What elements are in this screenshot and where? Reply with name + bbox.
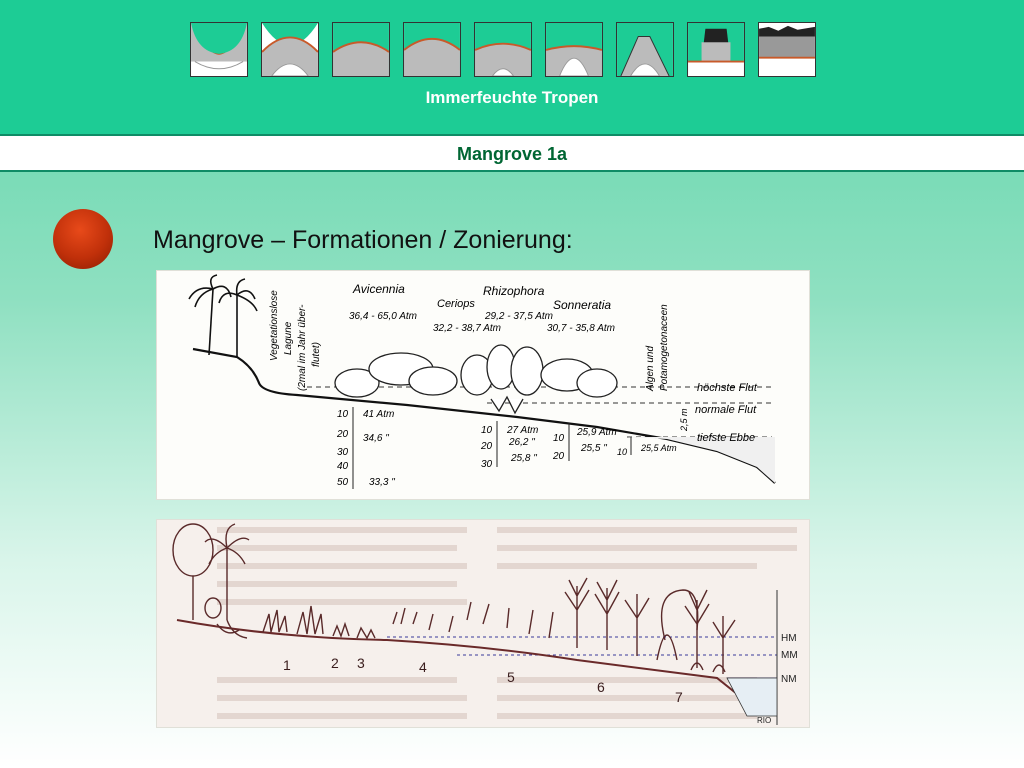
profile-3-depth-20: 20 — [553, 451, 565, 462]
mangrove-profile-figure — [156, 270, 810, 500]
normal-tide-label: normale Flut — [695, 404, 757, 416]
salinity-profile-2 — [480, 421, 538, 470]
profile-4-depth-10: 10 — [617, 447, 628, 457]
rhizophora-atm: 29,2 - 37,5 Atm — [485, 311, 553, 322]
zone-number-5: 5 — [507, 669, 515, 685]
profile-1-depth-30: 30 — [337, 447, 349, 458]
profile-2-depth-10: 10 — [481, 425, 493, 436]
profile-1-depth-10: 10 — [337, 409, 349, 420]
profile-1-value-1: 41 Atm — [363, 409, 395, 420]
algae-label-2: Potamogetonaceen — [659, 304, 670, 391]
zone-number-4: 4 — [419, 659, 427, 675]
profile-1-depth-20: 20 — [337, 429, 349, 440]
profile-1-value-2: 34,6 " — [363, 433, 389, 444]
climate-zone-thumbnail-4[interactable] — [403, 22, 461, 77]
climate-zone-thumbnails — [190, 22, 820, 78]
zone-number-6: 6 — [597, 679, 605, 695]
profile-3-depth-10: 10 — [553, 433, 565, 444]
climate-zone-thumbnail-1[interactable] — [190, 22, 248, 77]
river-label: RIO — [757, 716, 772, 725]
profile-3-value-1: 25,9 Atm — [577, 427, 617, 438]
profile-1-depth-40: 40 — [337, 461, 349, 472]
avicennia-atm: 36,4 - 65,0 Atm — [349, 311, 417, 322]
profile-2-value-2: 26,2 " — [509, 437, 535, 448]
climate-zone-thumbnail-6[interactable] — [545, 22, 603, 77]
level-label-hm: HM — [781, 633, 797, 644]
profile-4-value-1: 25,5 Atm — [641, 443, 677, 453]
sonneratia-label: Sonneratia — [553, 298, 612, 312]
climate-zone-thumbnail-3[interactable] — [332, 22, 390, 77]
ceriops-label: Ceriops — [437, 298, 475, 310]
ceriops-atm: 32,2 - 38,7 Atm — [433, 323, 501, 334]
high-tide-label: höchste Flut — [697, 382, 757, 394]
zone-number-3: 3 — [357, 655, 365, 671]
profile-2-value-3: 25,8 " — [511, 453, 537, 464]
climate-zone-thumbnail-5[interactable] — [474, 22, 532, 77]
bullet-circle-icon — [53, 209, 113, 269]
profile-2-depth-20: 20 — [481, 441, 493, 452]
level-label-nm: NM — [781, 674, 797, 685]
profile-3-value-2: 25,5 " — [581, 443, 607, 454]
zone-number-7: 7 — [675, 689, 683, 705]
lagoon-label-4: flutet) — [311, 341, 322, 367]
slide-title: Mangrove 1a — [456, 144, 568, 164]
level-label-mm: MM — [781, 650, 798, 661]
lagoon-label-1: Vegetationslose — [269, 290, 280, 361]
rhizophora-label: Rhizophora — [483, 284, 545, 298]
header-subtitle: Immerfeuchte Tropen — [425, 88, 599, 107]
sonneratia-atm: 30,7 - 35,8 Atm — [547, 323, 615, 334]
salinity-profile-1 — [336, 407, 395, 489]
slide-heading: Mangrove – Formationen / Zonierung: — [153, 226, 573, 254]
climate-zone-thumbnail-8[interactable] — [687, 22, 745, 77]
mangrove-zonation-sketch — [156, 519, 810, 728]
climate-zone-thumbnail-7[interactable] — [616, 22, 674, 77]
profile-2-value-1: 27 Atm — [507, 425, 539, 436]
lagoon-label-3: (2mal im Jahr über- — [297, 304, 308, 391]
zone-number-1: 1 — [283, 657, 291, 673]
profile-2-depth-30: 30 — [481, 459, 493, 470]
profile-1-value-3: 33,3 " — [369, 477, 395, 488]
algae-label-1: Algen und — [645, 345, 656, 391]
low-tide-label: tiefste Ebbe — [697, 432, 756, 444]
salinity-profile-3 — [552, 423, 617, 462]
lagoon-label-2: Lagune — [283, 321, 294, 355]
climate-zone-thumbnail-2[interactable] — [261, 22, 319, 77]
tide-range-label: 2,5 m — [679, 408, 689, 431]
profile-1-depth-50: 50 — [337, 477, 349, 488]
zone-number-2: 2 — [331, 655, 339, 671]
palm-trees — [189, 275, 257, 357]
avicennia-label: Avicennia — [353, 282, 405, 296]
header-banner — [0, 0, 1024, 136]
climate-zone-thumbnail-9[interactable] — [758, 22, 816, 77]
